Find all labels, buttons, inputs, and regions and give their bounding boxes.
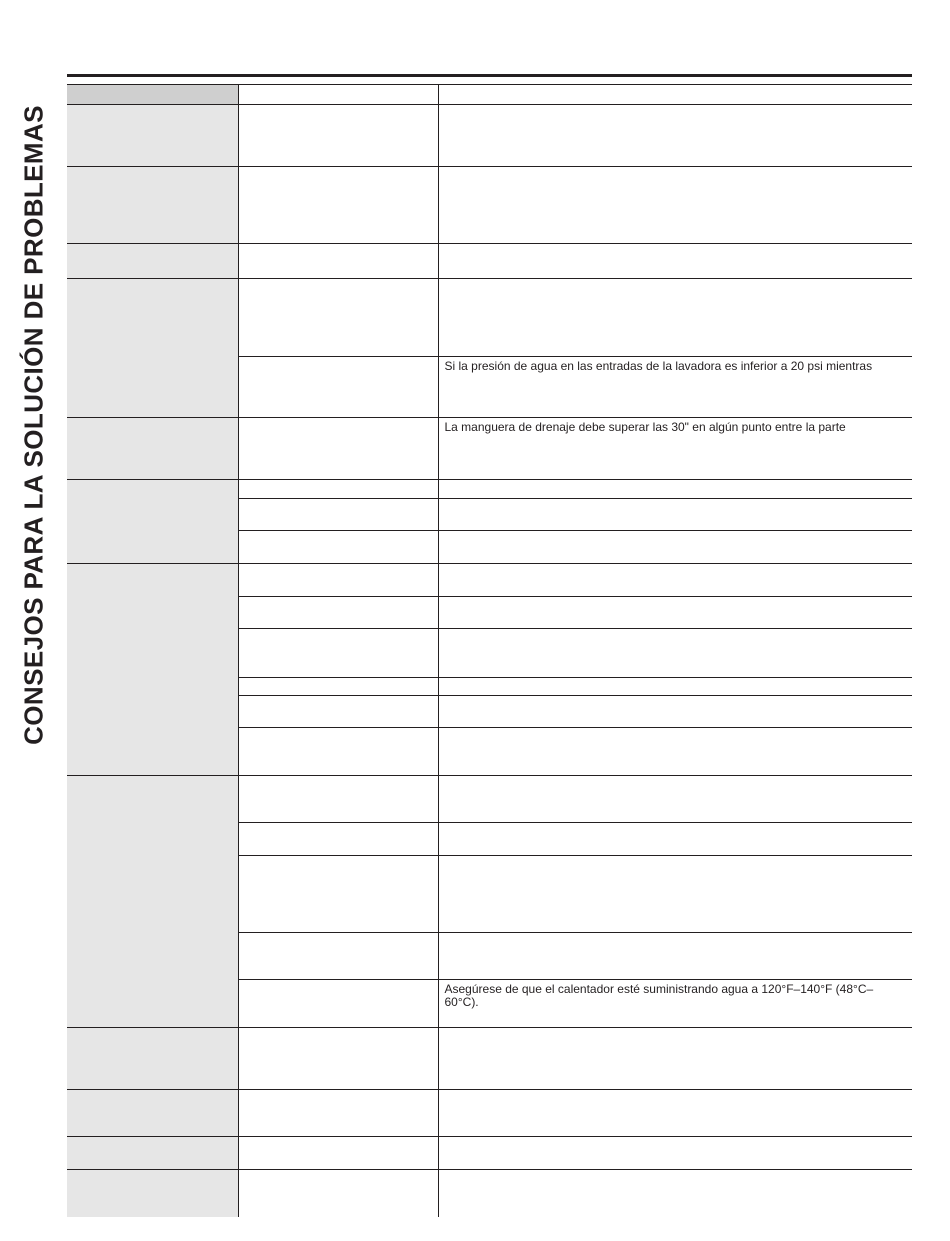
cause-cell: [238, 105, 438, 167]
solution-text: [439, 1170, 913, 1173]
problem-cell: [67, 1137, 238, 1170]
cause-cell: [238, 856, 438, 933]
table-row: [67, 167, 912, 244]
table-row: [67, 105, 912, 167]
solution-cell: [438, 564, 912, 597]
cause-cell: [238, 823, 438, 856]
solution-cell: [438, 856, 912, 933]
solution-text: [439, 1090, 913, 1093]
solution-text: [439, 105, 913, 108]
cause-cell: [238, 480, 438, 499]
solution-text: [439, 933, 913, 936]
table-row: [67, 1090, 912, 1137]
cause-cell: [238, 629, 438, 678]
cause-cell: [238, 279, 438, 357]
table-row: [67, 1170, 912, 1217]
solution-text: La manguera de drenaje debe superar las 30" en algún punto entre la parte: [444, 420, 846, 434]
problem-cell: [67, 1028, 238, 1090]
problem-cell: [67, 105, 238, 167]
solution-cell: [438, 629, 912, 678]
problem-cell: [67, 418, 238, 480]
solution-cell: [438, 105, 912, 167]
table-row: [67, 480, 912, 499]
cause-cell: [238, 696, 438, 728]
page-title: CONSEJOS PARA LA SOLUCIÓN DE PROBLEMAS: [18, 105, 49, 745]
problem-cell: [67, 1090, 238, 1137]
cause-cell: [238, 678, 438, 696]
problem-cell: [67, 480, 238, 564]
cause-cell: [238, 980, 438, 1028]
solution-text: [439, 480, 913, 483]
cause-cell: [238, 167, 438, 244]
solution-cell: [438, 279, 912, 357]
header-cause-cell: [238, 85, 438, 105]
top-rule: [67, 74, 912, 77]
cause-cell: [238, 564, 438, 597]
solution-cell: [438, 1090, 912, 1137]
solution-text: [439, 678, 913, 681]
solution-cell: [438, 696, 912, 728]
table-row: [67, 1137, 912, 1170]
cause-cell: [238, 531, 438, 564]
solution-text: [439, 728, 913, 731]
solution-text: [439, 856, 913, 859]
solution-cell: [438, 418, 912, 480]
solution-text: [439, 531, 913, 534]
problem-cell: [67, 1170, 238, 1217]
solution-text: Si la presión de agua en las entradas de la lavadora es inferior a 20 psi mientras: [444, 359, 873, 373]
table-row: [67, 564, 912, 597]
solution-text: [439, 244, 913, 247]
cause-cell: [238, 597, 438, 629]
cause-cell: [238, 1170, 438, 1217]
cause-cell: [238, 357, 438, 418]
solution-text: [439, 499, 913, 502]
table-row: [67, 776, 912, 823]
solution-cell: [438, 1137, 912, 1170]
solution-cell: [438, 678, 912, 696]
solution-text: [439, 1028, 913, 1031]
solution-cell: [438, 244, 912, 279]
solution-text: [439, 629, 913, 632]
table-header-row: [67, 85, 912, 105]
solution-text: [439, 696, 913, 699]
solution-cell: [438, 980, 912, 1028]
cause-cell: [238, 418, 438, 480]
cause-cell: [238, 776, 438, 823]
solution-cell: [438, 1170, 912, 1217]
header-problem-cell: [67, 85, 238, 105]
solution-cell: [438, 776, 912, 823]
problem-cell: [67, 564, 238, 776]
cause-cell: [238, 1090, 438, 1137]
solution-cell: [438, 480, 912, 499]
solution-cell: [438, 167, 912, 244]
table-row: [67, 418, 912, 480]
problem-cell: [67, 244, 238, 279]
solution-text: [439, 279, 913, 282]
header-solution-cell: [438, 85, 912, 105]
solution-text: [439, 597, 913, 600]
solution-text: [439, 167, 913, 170]
solution-cell: [438, 823, 912, 856]
solution-text: [439, 1137, 913, 1140]
table-row: [67, 244, 912, 279]
cause-cell: [238, 933, 438, 980]
solution-cell: [438, 531, 912, 564]
cause-cell: [238, 1028, 438, 1090]
solution-text: [439, 776, 913, 779]
table-row: [67, 1028, 912, 1090]
table-row: [67, 279, 912, 357]
problem-cell: [67, 167, 238, 244]
solution-text: [439, 823, 913, 826]
solution-cell: [438, 933, 912, 980]
cause-cell: [238, 728, 438, 776]
solution-cell: [438, 597, 912, 629]
solution-text: Asegúrese de que el calentador esté suministrando agua a 120°F–140°F (48°C–60°C).: [444, 982, 874, 1009]
solution-cell: [438, 1028, 912, 1090]
problem-cell: [67, 279, 238, 418]
solution-cell: [438, 499, 912, 531]
solution-cell: [438, 728, 912, 776]
cause-cell: [238, 499, 438, 531]
problem-cell: [67, 776, 238, 1028]
solution-cell: [438, 357, 912, 418]
cause-cell: [238, 244, 438, 279]
solution-text: [439, 564, 913, 567]
troubleshooting-table: [67, 84, 912, 1217]
cause-cell: [238, 1137, 438, 1170]
